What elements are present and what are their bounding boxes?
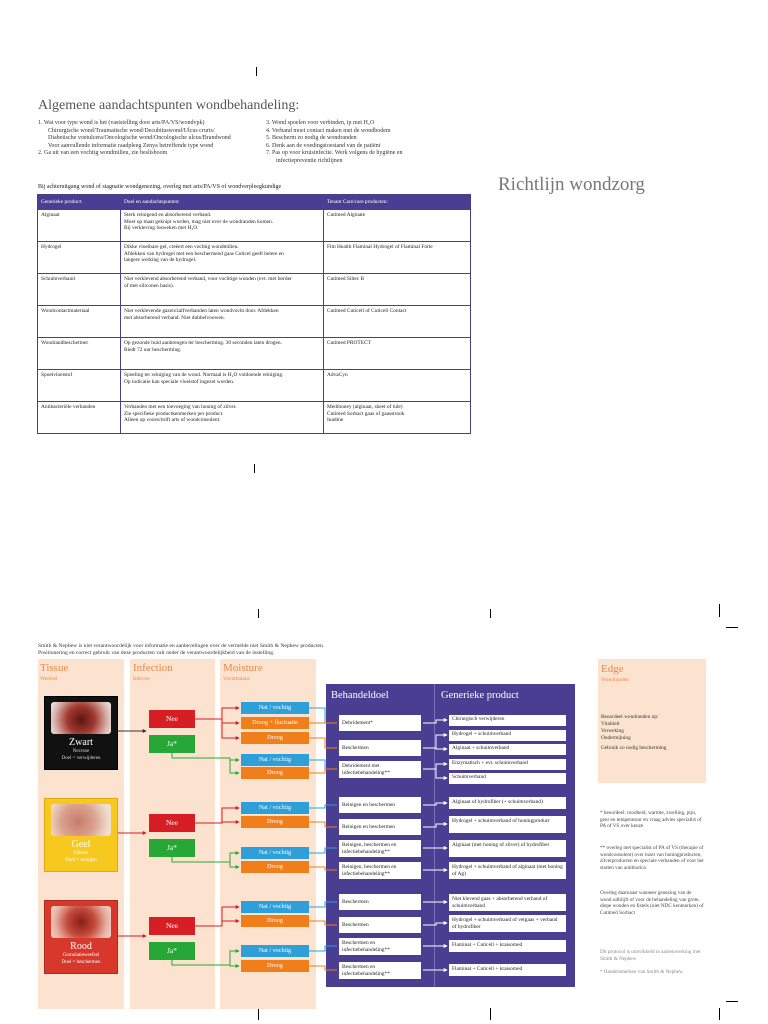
product-box: Alginaat + schuimverband [449,744,566,755]
moisture-nat: Nat / vochtig [241,901,309,913]
doel-box: Beschermen [339,894,421,910]
footnote: Overleg daarnaast wanneer genezing van de wond uitblijft of voor de behandeling van grote, diepe wonden en fistels (niet NDC kenmerken) of Cutimed Sorbact [600,890,704,916]
moisture-droog: Droog [241,861,309,873]
tissue-subtitle: Weefsel [40,676,58,682]
list-item: 6. Denk aan de voedingstoestand van de patiënt [266,142,381,149]
cell-line: Inadine [327,417,344,424]
infection-ja-zwart: Ja* [149,735,195,753]
table-cell: Antibacteriële verbanden [38,402,121,434]
moisture-droog: Droog [241,816,309,828]
footnote: * Handelsmerken van Smith & Nephew [600,969,683,975]
tissue-desc: Necrose [72,749,90,754]
cell-line: Cutimed Alginate [327,212,366,218]
disclaimer-line: Positionering en correct gebruik van deze producten valt onder de verantwoordelijkheid van de instelling. [38,650,275,656]
tissue-desc: Granulatieweefsel [62,953,100,958]
list-item: 4. Verband moet contact maken met de wondbodem [266,127,391,134]
moisture-title: Moisture [223,662,263,674]
infection-arrow [195,708,239,719]
list-item: 5. Bescherm zo nodig de wondranden [266,135,357,142]
product-box: Chirurgisch verwijderen [449,715,566,726]
cell-line: Niet verklevende gazen/zalfverbanden laten wondvocht door. Afdekken [124,308,279,314]
side-title: Richtlijn wondzorg [498,174,645,195]
cell-line: Sterk reinigend en absorberend verband. [124,212,212,218]
infection-arrow [230,951,239,966]
treatment-arrow [423,735,447,748]
cell-line: Dikke vloeibare gel, creëert een vochtig wondmilieu. [124,244,239,250]
infection-title: Infection [133,662,173,674]
infection-arrow [222,921,239,926]
infection-arrow [222,719,239,738]
list-item: Voor aanvullende informatie raadpleeg Zenya betreffende type wond [48,142,214,149]
product-box: Enzymatisch + evt. schuimverband [449,759,566,770]
product-box: Hydrogel + schuimverband of alginaat (met honing of Ag) [449,862,566,879]
generiek-title: Generieke product [441,690,519,701]
tissue-name: Geel [71,839,91,850]
infection-ja-geel: Ja* [149,839,195,857]
infection-arrow [195,907,239,926]
infection-ja-rood: Ja* [149,942,195,960]
edge-title: Edge [601,663,624,675]
cell-line: Alleen op voorschrift arts of wondconsulent. [124,417,221,424]
tissue-box-rood [44,900,118,974]
tissue-box-geel [44,798,118,872]
doel-box: Debridement met infectiebehandeling** [339,761,421,778]
cell-line: langere werking van de hydrogel. [124,257,197,264]
edge-subtitle: Wondranden [601,677,629,683]
doel-box: Reinigen en beschermen [339,797,421,813]
infection-arrow [222,719,239,723]
infection-arrow [230,760,239,773]
moisture-arrow [309,946,337,951]
tissue-title: Tissue [40,662,69,674]
tissue-goal: Doel = verwijderen [61,756,101,761]
moisture-droog: Droog [241,732,309,744]
product-box: Flaminal + Cuticell + kraisomed [449,964,566,976]
footnote: Dit protocol is ontwikkeld in samenwerking met Smith & Nephew [600,949,701,962]
moisture-droog-fluctuatie: Droog + fluctuatie [241,717,309,729]
product-box: Hydrogel + schuimverband of vetgaas + verband of hydrofiber [449,915,566,932]
cell-line: Cutimed Siltec B [327,276,365,282]
table-cell: Hydrogel [38,242,121,274]
infection-arrow [222,822,239,823]
edge-line: Beoordeel wondranden op: [601,714,659,720]
table-cell: Spoelvloeistof [38,370,121,402]
moisture-droog: Droog [241,960,309,972]
product-box: Flaminal + Cuticell + kraisomed [449,940,566,952]
infection-arrow [195,808,239,823]
doel-box: Beschermen en infectiebehandeling** [339,962,421,979]
moisture-arrow [309,966,337,970]
treatment-arrow [423,769,447,778]
doel-box: Reinigen en beschermen [339,819,421,835]
cell-line: Bij verkleving losweken met H₂O. [124,225,199,232]
wound-photo-granulatie [51,906,111,938]
column-header: Tenant Care/care producten: [324,195,471,210]
moisture-nat: Nat / vochtig [241,945,309,957]
product-box: Alginaat (met honing of zilver) of hydrofiber [449,840,566,857]
cell-line: Medihoney (alginaat, sheet of tule) [327,404,403,410]
infection-nee-zwart: Nee [149,710,195,728]
doel-box: Reinigen, beschermen en infectiebehandeling** [339,840,421,857]
behandeldoel-title: Behandeldoel [331,690,389,701]
moisture-arrow [309,769,337,773]
edge-checklist [601,714,666,752]
moisture-arrow [309,738,337,748]
moisture-arrow [309,805,337,808]
cell-line: Biedt 72 uur bescherming. [124,346,182,353]
list-item: 1. Wat voor type wond is het (vaststelling door arts/PA/VS/wondvpk) [38,120,205,126]
moisture-arrow [309,902,337,907]
table-cell: Alginaat [38,210,121,242]
footnote: ** overleg met specialist of PA of VS (therapie of wondconsulent) over inzet van honingproducten, zilverproducten en speciale verbanden of voor het starten van antibiotica [600,845,704,871]
list-item: 2. Ga uit van een vochtig wondmilieu, zie beslisboom [38,150,168,157]
cell-line: Op indicatie kan speciale vloeistof ingezet worden. [124,378,235,385]
list-item: 7. Pas op voor kruisinfectie. Werk volgens de hygiëne en [266,150,403,157]
product-box: Schuimverband [449,773,566,784]
footnote: * beoordeel: roodheid, warmte, zwelling, pijn, geur en temperatuur en vraag advies specialist of PA of VS over keuze [600,810,702,830]
product-box: Hydrogel + schuimverband [449,730,566,741]
edge-line: Vitaliteit [601,721,620,727]
infection-nee-geel: Nee [149,814,195,832]
moisture-droog: Droog [241,915,309,927]
moisture-nat: Nat / vochtig [241,754,309,766]
moisture-subtitle: Vochtbalans [223,676,250,682]
treatment-arrow [423,803,447,805]
wound-photo-necrose [51,702,111,734]
infection-nee-rood: Nee [149,917,195,935]
list-item: Diabetische voetulcera/Oncologische wond/Oncologische ulcus/Brandwond [48,135,231,142]
moisture-arrow [309,708,337,723]
moisture-nat: Nat / vochtig [241,802,309,814]
moisture-arrow [309,921,337,925]
doel-box: Beschermen en infectiebehandeling** [339,938,421,955]
tissue-goal: Doel = beschermen [61,960,101,965]
cell-line: met absorberend verband. Niet dubbelvouwen. [124,314,225,321]
doel-box: Debridement* [339,715,421,731]
cell-line: Spoeling ter reiniging van de wond. Normaal is H₂O voldoende reiniging. [124,372,284,378]
infection-arrow [172,753,239,760]
edge-line: Ondermijning [601,735,631,741]
tissue-name: Zwart [69,737,93,748]
product-box: Niet klevend gaas + absorberend verband of schuimverband [449,894,566,911]
cell-line: Afdekken van hydrogel met een beschermend gaas Cuticel geeft betere en [124,250,284,257]
table-cell: Wondcontactmateriaal [38,306,121,338]
cell-line: Zie specifieke productkenmerken per product. [124,410,224,417]
cell-line: Niet verklevend absorberend verband, voor vochtige wonden (evt. met border [124,276,292,282]
disclaimer-line: Smith & Nephew is niet verantwoordelijk voor informatie en aanbevelingen over de vermelde niet Smith & Nephew producten. [38,643,325,649]
cell-line: Cutimed Cuticell of Cuticell Contact [327,308,407,314]
treatment-arrow [423,824,447,827]
list-item: 3. Wond spoelen voor verbinden, ip met H₂O [266,120,375,126]
doel-box: Beschermen [339,740,421,756]
tissue-goal: Doel = reinigen [65,858,97,863]
tissue-box-zwart [44,696,118,770]
infection-subtitle: Infectie [133,676,150,682]
page-title: Algemene aandachtspunten wondbehandeling: [38,98,300,113]
stagnation-note: Bij achteruitgang wond of stagnatie wondgenezing, overleg met arts/PA/VS of wondverpleegkundige [38,184,282,190]
moisture-nat: Nat / vochtig [241,847,309,859]
tissue-name: Rood [70,941,92,952]
list-item: Chirurgische wond/Traumatische wond/Decubituswond/Ulcus cruris/ [48,127,215,134]
moisture-arrow [309,848,337,853]
cell-line: Cutimed PROTECT [327,340,371,346]
column-header: Doel en aandachtspunten: [121,195,324,210]
cell-line: Flm Health Flaminal Hydrogel of Flaminal Forte [327,244,433,250]
list-item: infectiepreventie richtlijnen [276,157,343,164]
moisture-nat: Nat / vochtig [241,702,309,714]
moisture-arrow [309,822,337,827]
treatment-arrow [423,720,447,723]
cell-line: Verbanden met een toevoeging van honing of zilver. [124,404,237,410]
infection-arrow [230,853,239,867]
treatment-arrow [423,748,447,749]
moisture-droog: Droog [241,767,309,779]
cell-line: AdvaCyn [327,372,348,378]
cell-line: Moet op maat geknipt worden, mag niet over de wondranden komen. [124,218,274,225]
edge-line: Verweking [601,728,624,734]
cell-line: Cutimed Sorbact gaas of gaasstrook [327,410,405,417]
product-box: Hydrogel + schuimverband of honingproduct [449,816,566,833]
treatment-arrow [423,923,447,925]
wound-photo-fibrine [51,804,111,836]
tissue-desc: Fibrine [73,851,89,856]
doel-box: Beschermen [339,917,421,933]
column-header: Generieke product: [38,195,121,210]
product-box: Alginaat of hydrofiber (+ schuimverband) [449,797,566,809]
moisture-arrow [309,867,337,870]
edge-line: Gebruik zo nodig bescherming [601,745,667,751]
table-cell: Schuimverband [38,274,121,306]
moisture-arrow [309,760,337,769]
doel-box: Reinigen, beschermen en infectiebehandeling** [339,862,421,879]
cell-line: Op gezonde huid aanbrengen ter bescherming. 30 seconden laten drogen. [124,340,282,346]
edge-panel [598,659,706,783]
table-cell: Wondrandbeschermer [38,338,121,370]
treatment-arrow [423,764,447,769]
cell-line: of met siliconen basis). [124,282,175,289]
